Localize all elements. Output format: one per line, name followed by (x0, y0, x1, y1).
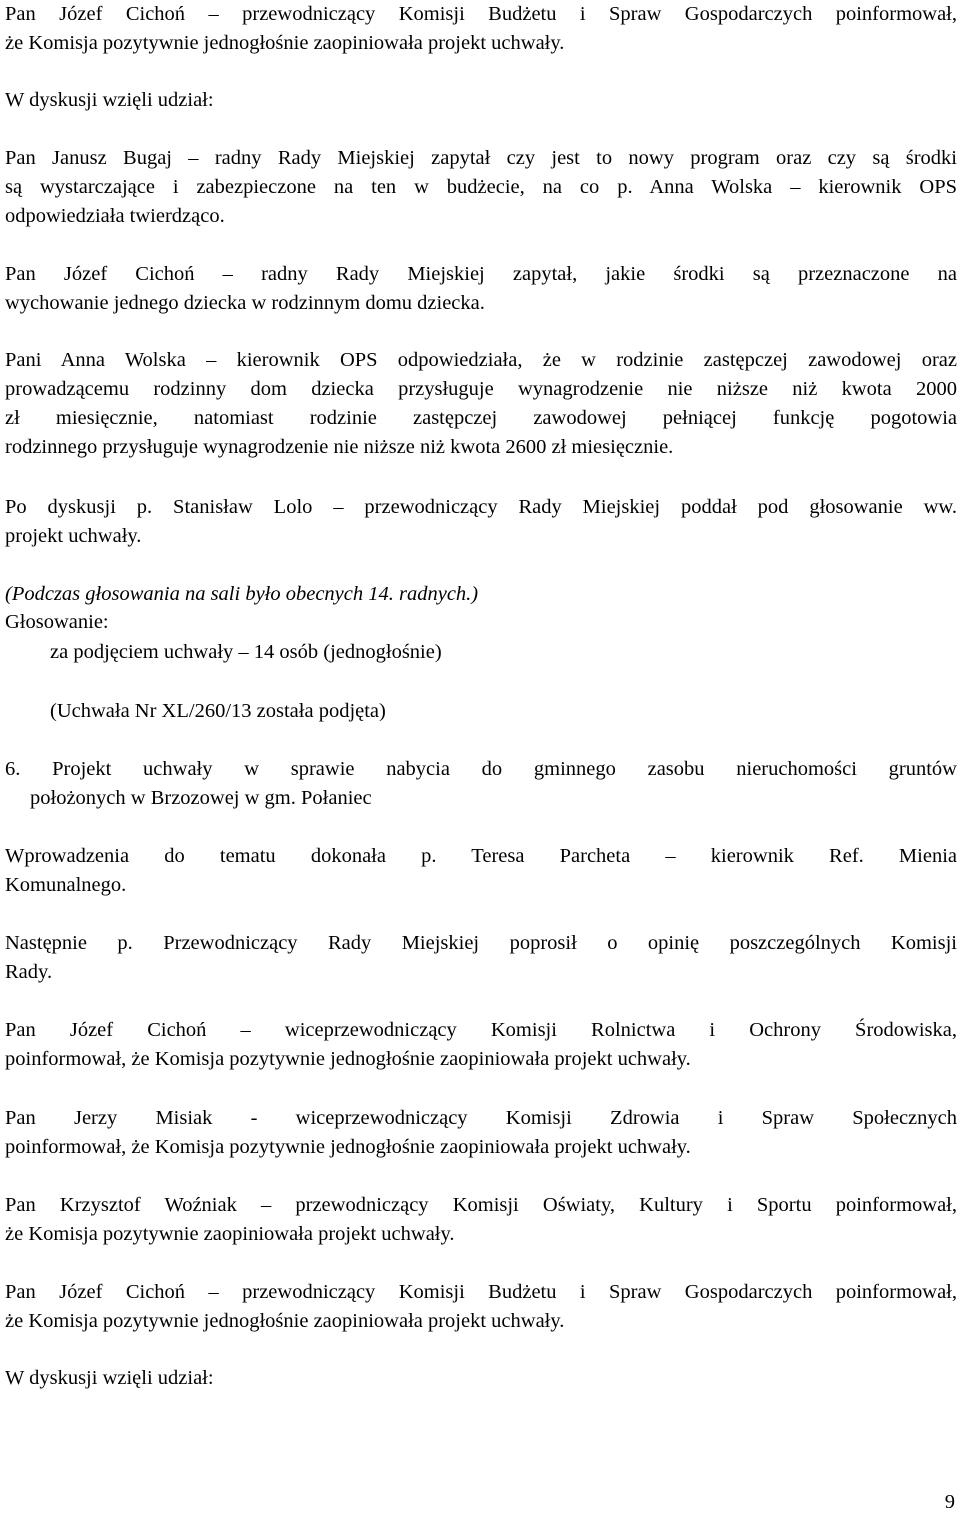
text-line: Pan Krzysztof Woźniak – przewodniczący Komisji Oświaty, Kultury i Sportu poinformował, (5, 1194, 957, 1216)
text-line: prowadzącemu rodzinny dom dziecka przysługuje wynagrodzenie nie niższe niż kwota 2000 (5, 378, 957, 400)
text-line: Następnie p. Przewodniczący Rady Miejskiej poprosił o opinię poszczególnych Komisji (5, 932, 957, 954)
text-line: za podjęciem uchwały – 14 osób (jednogłośnie) (50, 641, 442, 663)
text-line: (Uchwała Nr XL/260/13 została podjęta) (50, 700, 386, 722)
text-line: Pan Józef Cichoń – przewodniczący Komisji Budżetu i Spraw Gospodarczych poinformował, (5, 1281, 957, 1303)
text-line: 6. Projekt uchwały w sprawie nabycia do gminnego zasobu nieruchomości gruntów (5, 758, 957, 780)
text-line: poinformował, że Komisja pozytywnie jednogłośnie zaopiniowała projekt uchwały. (5, 1136, 691, 1158)
paragraph-wolska-answer (5, 346, 957, 462)
text-line: są wystarczające i zabezpieczone na ten w budżecie, na co p. Anna Wolska – kierownik OPS (5, 176, 957, 198)
paragraph-committee-opinions-request (5, 929, 957, 987)
text-line: że Komisja pozytywnie zaopiniowała projekt uchwały. (5, 1223, 455, 1245)
text-line: Pan Józef Cichoń – wiceprzewodniczący Komisji Rolnictwa i Ochrony Środowiska, (5, 1019, 957, 1041)
text-line: że Komisja pozytywnie jednogłośnie zaopiniowała projekt uchwały. (5, 1310, 565, 1332)
text-line: Pani Anna Wolska – kierownik OPS odpowiedziała, że w rodzinie zastępczej zawodowej oraz (5, 349, 957, 371)
paragraph-health-committee-opinion (5, 1104, 957, 1162)
paragraph-voting-label (5, 608, 957, 637)
paragraph-education-committee-opinion (5, 1191, 957, 1249)
text-line: Wprowadzenia do tematu dokonała p. Teresa Parcheta – kierownik Ref. Mienia (5, 845, 957, 867)
text-line: wychowanie jednego dziecka w rodzinnym domu dziecka. (5, 292, 485, 314)
text-line: położonych w Brzozowej w gm. Połaniec (30, 787, 372, 809)
paragraph-discussion-heading (5, 86, 957, 115)
paragraph-discussion-heading-2 (5, 1364, 957, 1393)
text-line: Głosowanie: (5, 611, 109, 633)
text-line: Komunalnego. (5, 874, 127, 896)
text-line: projekt uchwały. (5, 525, 142, 547)
text-line: Rady. (5, 961, 53, 983)
text-line: poinformował, że Komisja pozytywnie jednogłośnie zaopiniowała projekt uchwały. (5, 1048, 691, 1070)
paragraph-cichon-question (5, 260, 957, 318)
paragraph-vote-announcement (5, 493, 957, 551)
text-line: Po dyskusji p. Stanisław Lolo – przewodniczący Rady Miejskiej poddał pod głosowanie ww. (5, 496, 957, 518)
text-line: zł miesięcznie, natomiast rodzinie zastępczej zawodowej pełniącej funkcję pogotowia (5, 407, 957, 429)
agenda-item-6 (5, 755, 957, 813)
text-line: że Komisja pozytywnie jednogłośnie zaopiniowała projekt uchwały. (5, 32, 565, 54)
paragraph-resolution-adopted (5, 697, 960, 726)
paragraph-budget-committee-opinion-2 (5, 1278, 957, 1336)
paragraph-introduction (5, 842, 957, 900)
paragraph-vote-result (5, 638, 960, 667)
paragraph-agriculture-committee-opinion (5, 1016, 957, 1074)
text-line: Pan Jerzy Misiak - wiceprzewodniczący Komisji Zdrowia i Spraw Społecznych (5, 1107, 957, 1129)
text-line: rodzinnego przysługuje wynagrodzenie nie niższe niż kwota 2600 zł miesięcznie. (5, 436, 674, 458)
page-number: 9 (944, 1491, 955, 1513)
text-line: Pan Józef Cichoń – przewodniczący Komisji Budżetu i Spraw Gospodarczych poinformował, (5, 3, 957, 25)
text-line: W dyskusji wzięli udział: (5, 1367, 214, 1389)
text-line: Pan Janusz Bugaj – radny Rady Miejskiej zapytał czy jest to nowy program oraz czy są środki (5, 147, 957, 169)
text-line: odpowiedziała twierdząco. (5, 205, 225, 227)
paragraph-attendance-note (5, 580, 957, 609)
text-line: Pan Józef Cichoń – radny Rady Miejskiej zapytał, jakie środki są przeznaczone na (5, 263, 957, 285)
text-line: W dyskusji wzięli udział: (5, 89, 214, 111)
paragraph-budget-committee-opinion (5, 0, 957, 58)
paragraph-bugaj-question (5, 144, 957, 231)
text-line: (Podczas głosowania na sali było obecnych 14. radnych.) (5, 583, 479, 605)
